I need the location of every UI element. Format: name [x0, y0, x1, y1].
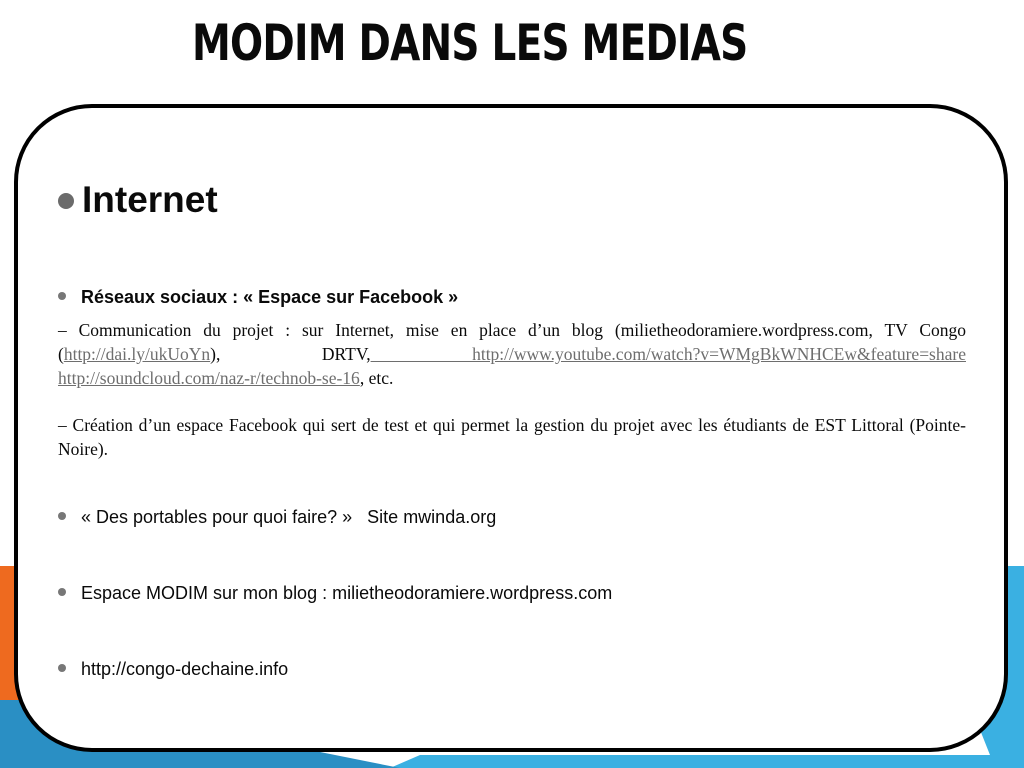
bullet-dot-icon	[58, 512, 66, 520]
bullet-dot-icon	[58, 292, 66, 300]
communication-paragraph	[58, 318, 966, 390]
social-networks-item	[58, 286, 458, 308]
social-networks-label: Réseaux sociaux : « Espace sur Facebook »	[81, 287, 459, 307]
bullet-dot-icon	[58, 664, 66, 672]
bullet-dot-icon	[58, 193, 74, 209]
paragraph-text: , etc.	[359, 368, 394, 388]
section-heading-text: Internet	[82, 179, 218, 220]
facebook-paragraph: – Création d’un espace Facebook qui sert de test et qui permet la gestion du projet avec les étudiants de EST Littoral (Pointe-Noire).	[58, 415, 966, 459]
youtube-link[interactable]: http://www.youtube.com/watch?v=WMgBkWNHCEw&feature=share	[370, 344, 966, 364]
slide-title: MODIM DANS LES MEDIAS	[192, 14, 748, 72]
list-item	[58, 506, 496, 528]
section-heading	[58, 178, 218, 222]
list-item	[58, 658, 288, 680]
list-item-text: « Des portables pour quoi faire? » Site mwinda.org	[81, 507, 497, 527]
list-item-text: Espace MODIM sur mon blog : milietheodoramiere.wordpress.com	[81, 583, 613, 603]
paragraph-text: ), DRTV,	[210, 344, 371, 364]
bullet-dot-icon	[58, 588, 66, 596]
paragraph-text: – Communication du projet : sur Internet, mise en place d’un blog (milietheodoramiere.wordpress.com, TV Congo (	[58, 320, 966, 364]
dailymotion-link[interactable]: http://dai.ly/ukUoYn	[63, 344, 211, 364]
list-item-text: http://congo-dechaine.info	[81, 659, 289, 679]
list-item	[58, 582, 612, 604]
soundcloud-link[interactable]: http://soundcloud.com/naz-r/technob-se-16	[58, 368, 360, 388]
